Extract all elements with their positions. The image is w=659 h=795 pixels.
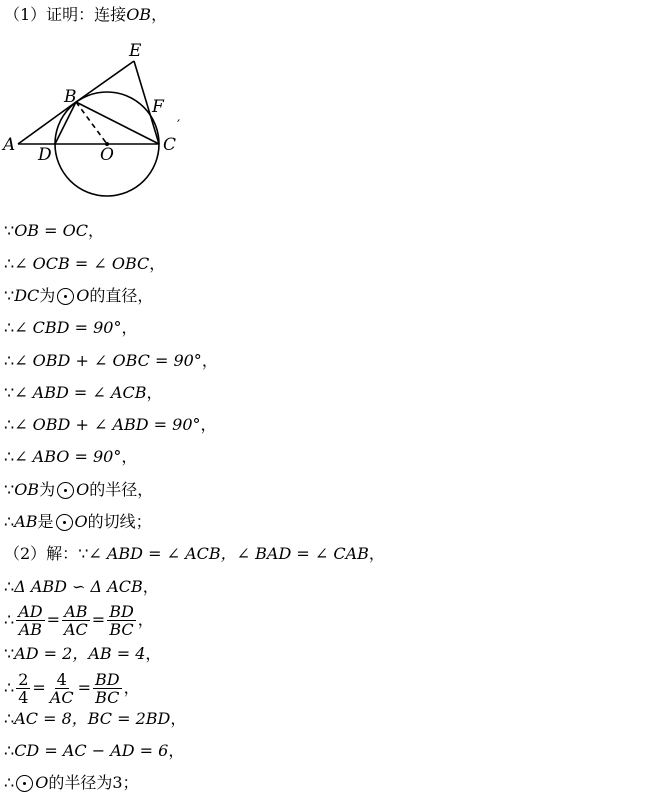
symbol: ∴ [4,318,15,337]
punctuation: ， [368,544,385,563]
line-bc [76,102,159,144]
circle-name: O [74,512,88,531]
symbol: ∴ [4,577,15,596]
punctuation: ， [121,447,138,466]
denominator: 4 [18,687,29,707]
punctuation: ， [145,644,162,663]
label-e: E [129,41,142,61]
connector: 为 [39,480,56,499]
denominator: BC [109,619,134,639]
punctuation: ， [137,610,154,629]
punctuation: ， [146,383,163,402]
circle-dot-icon [57,288,74,305]
denominator: BC [95,687,120,707]
fraction [16,671,30,706]
part1-suffix: ， [151,5,168,24]
numerator: BD [94,669,120,689]
punctuation: ， [200,415,217,434]
punctuation: ， [88,221,105,240]
proof-line-15 [4,670,140,706]
stray-mark: ′ [177,118,181,134]
proof-line-1 [4,221,104,241]
proof-line-8 [4,447,137,467]
expression: ∠ CBD = 90° [14,318,122,337]
symbol: ∴ [4,415,15,434]
equals-sign: = [91,610,106,629]
expression: DC [14,286,40,305]
punctuation: ， [201,351,218,370]
part1-prefix: （1）证明：连接 [4,5,127,24]
text-tail: 的半径为3； [48,773,139,792]
proof-line-17 [4,741,184,761]
punctuation: ， [168,741,185,760]
proof-line-13 [4,602,154,638]
line-ab [18,102,76,144]
text-tail: 的直径， [89,286,154,305]
proof-line-3 [4,286,153,306]
symbol: ∵ [4,286,15,305]
symbol: ∵ [78,544,89,563]
proof-line-10 [4,512,152,532]
symbol: ∴ [4,512,15,531]
equals-sign: = [32,678,46,697]
circle-dot-icon [56,514,73,531]
expression: ∠ ABD = ∠ ACB [14,383,147,402]
expression: ∠ OBD + ∠ ABD = 90° [14,415,201,434]
proof-line-7 [4,415,217,435]
expression: OB [14,480,40,499]
proof-line-16 [4,709,186,729]
expression: AC = 8，BC = 2BD [14,709,171,728]
expression: ∠ ABO = 90° [14,447,122,466]
fraction [62,603,90,638]
equals-sign: = [77,678,91,697]
proof-line-4 [4,318,137,338]
line-bo-dashed [76,102,107,144]
proof-line-6 [4,383,162,403]
line-bd [55,102,76,144]
symbol: ∴ [4,773,15,792]
symbol: ∴ [4,678,15,697]
symbol: ∵ [4,644,15,663]
expression: AB [14,512,38,531]
expression: ∠ OCB = ∠ OBC [14,254,150,273]
label-d: D [38,145,52,165]
connector: 为 [39,286,56,305]
symbol: ∴ [4,447,15,466]
symbol: ∵ [4,221,15,240]
proof-line-5 [4,351,218,371]
geometry-figure [0,38,200,218]
symbol: ∴ [4,254,15,273]
label-o: O [100,145,114,165]
expression: ∠ OBD + ∠ OBC = 90° [14,351,202,370]
punctuation: ， [123,678,140,697]
expression: OB = OC [14,221,88,240]
numerator: AB [64,601,88,621]
symbol: ∴ [4,610,15,629]
numerator: AD [18,601,43,621]
symbol: ∵ [4,383,15,402]
part2-prefix: （2）解： [4,544,79,563]
fraction [93,671,122,706]
proof-line-2 [4,254,165,274]
expression: ∠ ABD = ∠ ACB，∠ BAD = ∠ CAB [88,544,369,563]
punctuation: ， [142,577,159,596]
fraction [16,603,44,638]
label-f: F [152,97,164,117]
punctuation: ， [121,318,138,337]
circle-name: O [35,773,49,792]
numerator: 2 [18,669,29,689]
expression: Δ ABD ∽ Δ ACB [14,577,143,596]
punctuation: ， [170,709,187,728]
text-tail: 的切线； [87,512,152,531]
expression: AD = 2，AB = 4 [14,644,146,663]
part1-intro [4,5,167,25]
numerator: BD [109,601,134,621]
denominator: AB [18,619,43,639]
punctuation: ， [149,254,166,273]
fraction [107,603,136,638]
proof-line-18 [4,773,139,793]
part1-var: OB [126,5,152,24]
circle-dot-icon [57,482,74,499]
denominator: AC [63,619,88,639]
symbol: ∴ [4,741,15,760]
circle-name: O [76,286,90,305]
fraction [48,671,76,706]
proof-line-14 [4,644,161,664]
symbol: ∴ [4,709,15,728]
symbol: ∴ [4,351,15,370]
symbol: ∵ [4,480,15,499]
label-b: B [64,87,77,107]
denominator: AC [49,687,74,707]
numerator: 4 [56,669,67,689]
connector: 是 [37,512,54,531]
circle-dot-icon [16,775,33,792]
equals-sign: = [46,610,60,629]
circle-name: O [76,480,90,499]
label-c: C [163,135,177,155]
proof-line-9 [4,480,153,500]
label-a: A [3,135,16,155]
text-tail: 的半径， [89,480,154,499]
proof-line-11 [4,544,385,564]
proof-line-12 [4,577,159,597]
expression: CD = AC − AD = 6 [14,741,169,760]
